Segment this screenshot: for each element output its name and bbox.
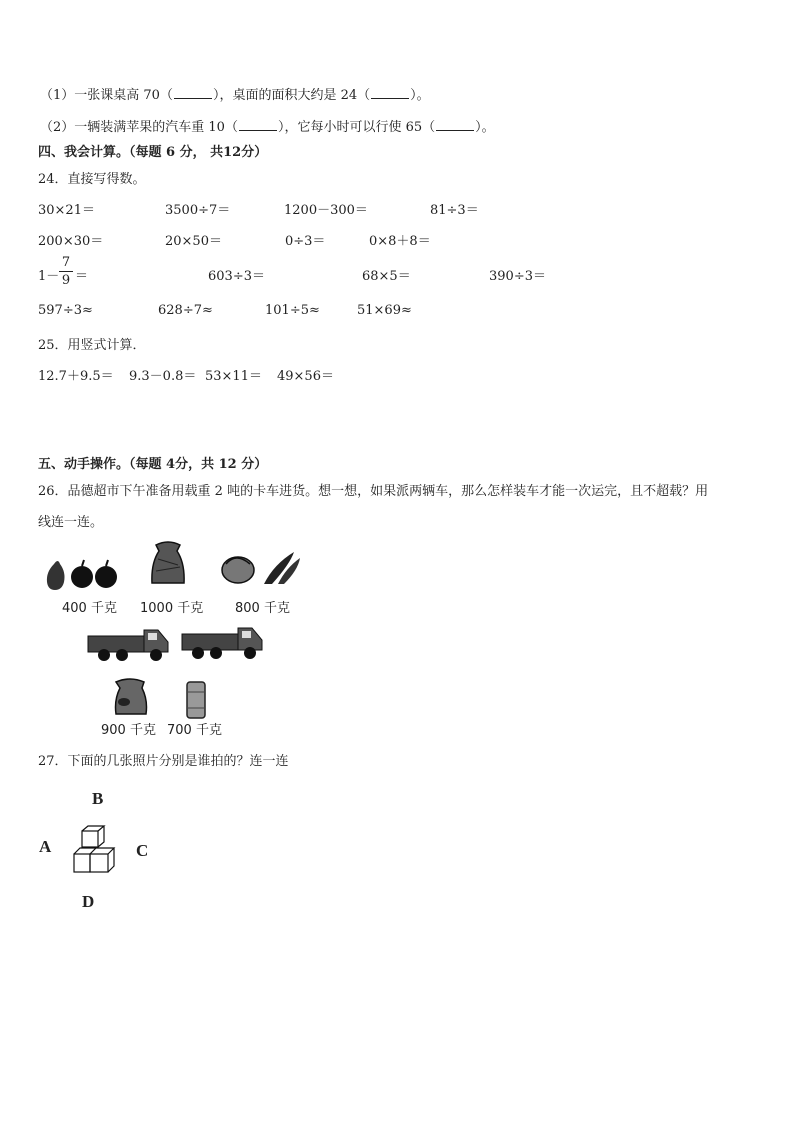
viewpoint-label-a: A [39,837,52,856]
calc-row5-item4: 49×56＝ [277,369,334,384]
calc-row4-item4: 51×69≈ [357,303,412,318]
weight-label-900kg: 900 千克 [101,723,156,738]
section5-heading: 五、动手操作。（每题 4分，共 12 分） [38,457,268,472]
calc-row1-item1: 30×21＝ [38,203,95,218]
fraction-bar [59,271,73,272]
fraction-numerator: 7 [61,255,71,270]
fraction-denominator: 9 [61,273,71,288]
q25-title: 25．用竖式计算． [38,338,146,353]
q1-text-b: ），桌面的面积大约是 24（ [212,88,371,103]
calc-row5-item1: 12.7＋9.5＝ [38,369,114,384]
q24-title: 24．直接写得数。 [38,172,146,187]
calc-row4-item3: 101÷5≈ [265,303,320,318]
calc-row3-prefix: 1－ [38,269,60,284]
weight-label-700kg: 700 千克 [167,723,222,738]
calc-row2-item3: 0÷3＝ [285,234,326,249]
q26-text-line2: 线连一连。 [38,515,104,530]
rice-sack-icon [148,541,188,587]
q26-text-line1: 26．品德超市下午准备用载重 2 吨的卡车进货。想一想，如果派两辆车，那么怎样装车才能一次运完，且不超载？用 [38,484,709,499]
calc-row2-item2: 20×50＝ [165,234,222,249]
q1-line [40,84,430,103]
viewpoint-label-c: C [136,841,149,860]
calc-row3-suffix: ＝ [75,269,89,284]
weight-label-800kg: 800 千克 [235,601,290,616]
calc-row3-item2: 603÷3＝ [208,269,265,284]
q2-text-c: ）。 [475,120,495,135]
calc-row2-item1: 200×30＝ [38,234,104,249]
truck-icon [180,620,266,662]
q2-text-a: （2）一辆装满苹果的汽车重 10（ [40,120,238,135]
calc-row4-item2: 628÷7≈ [158,303,213,318]
q2-text-b: ），它每小时可以行使 65（ [277,120,436,135]
vegetables-icon [220,550,302,588]
calc-row4-item1: 597÷3≈ [38,303,93,318]
calc-row3-item3: 68×5＝ [362,269,411,284]
calc-row2-item4: 0×8＋8＝ [369,234,431,249]
flour-sack-icon [110,676,150,716]
viewpoint-label-b: B [92,789,104,808]
calc-row1-item3: 1200－300＝ [284,203,368,218]
q27-title: 27．下面的几张照片分别是谁拍的？连一连 [38,754,289,769]
q1-text-a: （1）一张课桌高 70（ [40,88,173,103]
barrel-icon [185,680,207,720]
viewpoint-label-d: D [82,892,95,911]
weight-label-1000kg: 1000 千克 [140,601,204,616]
answer-blank[interactable] [174,86,212,99]
weight-label-400kg: 400 千克 [62,601,117,616]
answer-blank[interactable] [371,86,409,99]
calc-row5-item3: 53×11＝ [205,369,262,384]
fraction-seven-ninths [59,255,73,288]
answer-blank[interactable] [436,118,474,131]
answer-blank[interactable] [239,118,277,131]
calc-row3-item4: 390÷3＝ [489,269,546,284]
section4-heading: 四、我会计算。（每题 6 分， 共12分） [38,145,268,160]
pear-and-apples-icon [46,558,118,592]
calc-row1-item2: 3500÷7＝ [165,203,231,218]
calc-row5-item2: 9.3－0.8＝ [129,369,197,384]
q2-line [40,116,495,135]
stacked-cubes-icon [70,824,120,876]
calc-row1-item4: 81÷3＝ [430,203,479,218]
truck-icon [86,622,172,664]
q1-text-c: ）。 [410,88,430,103]
